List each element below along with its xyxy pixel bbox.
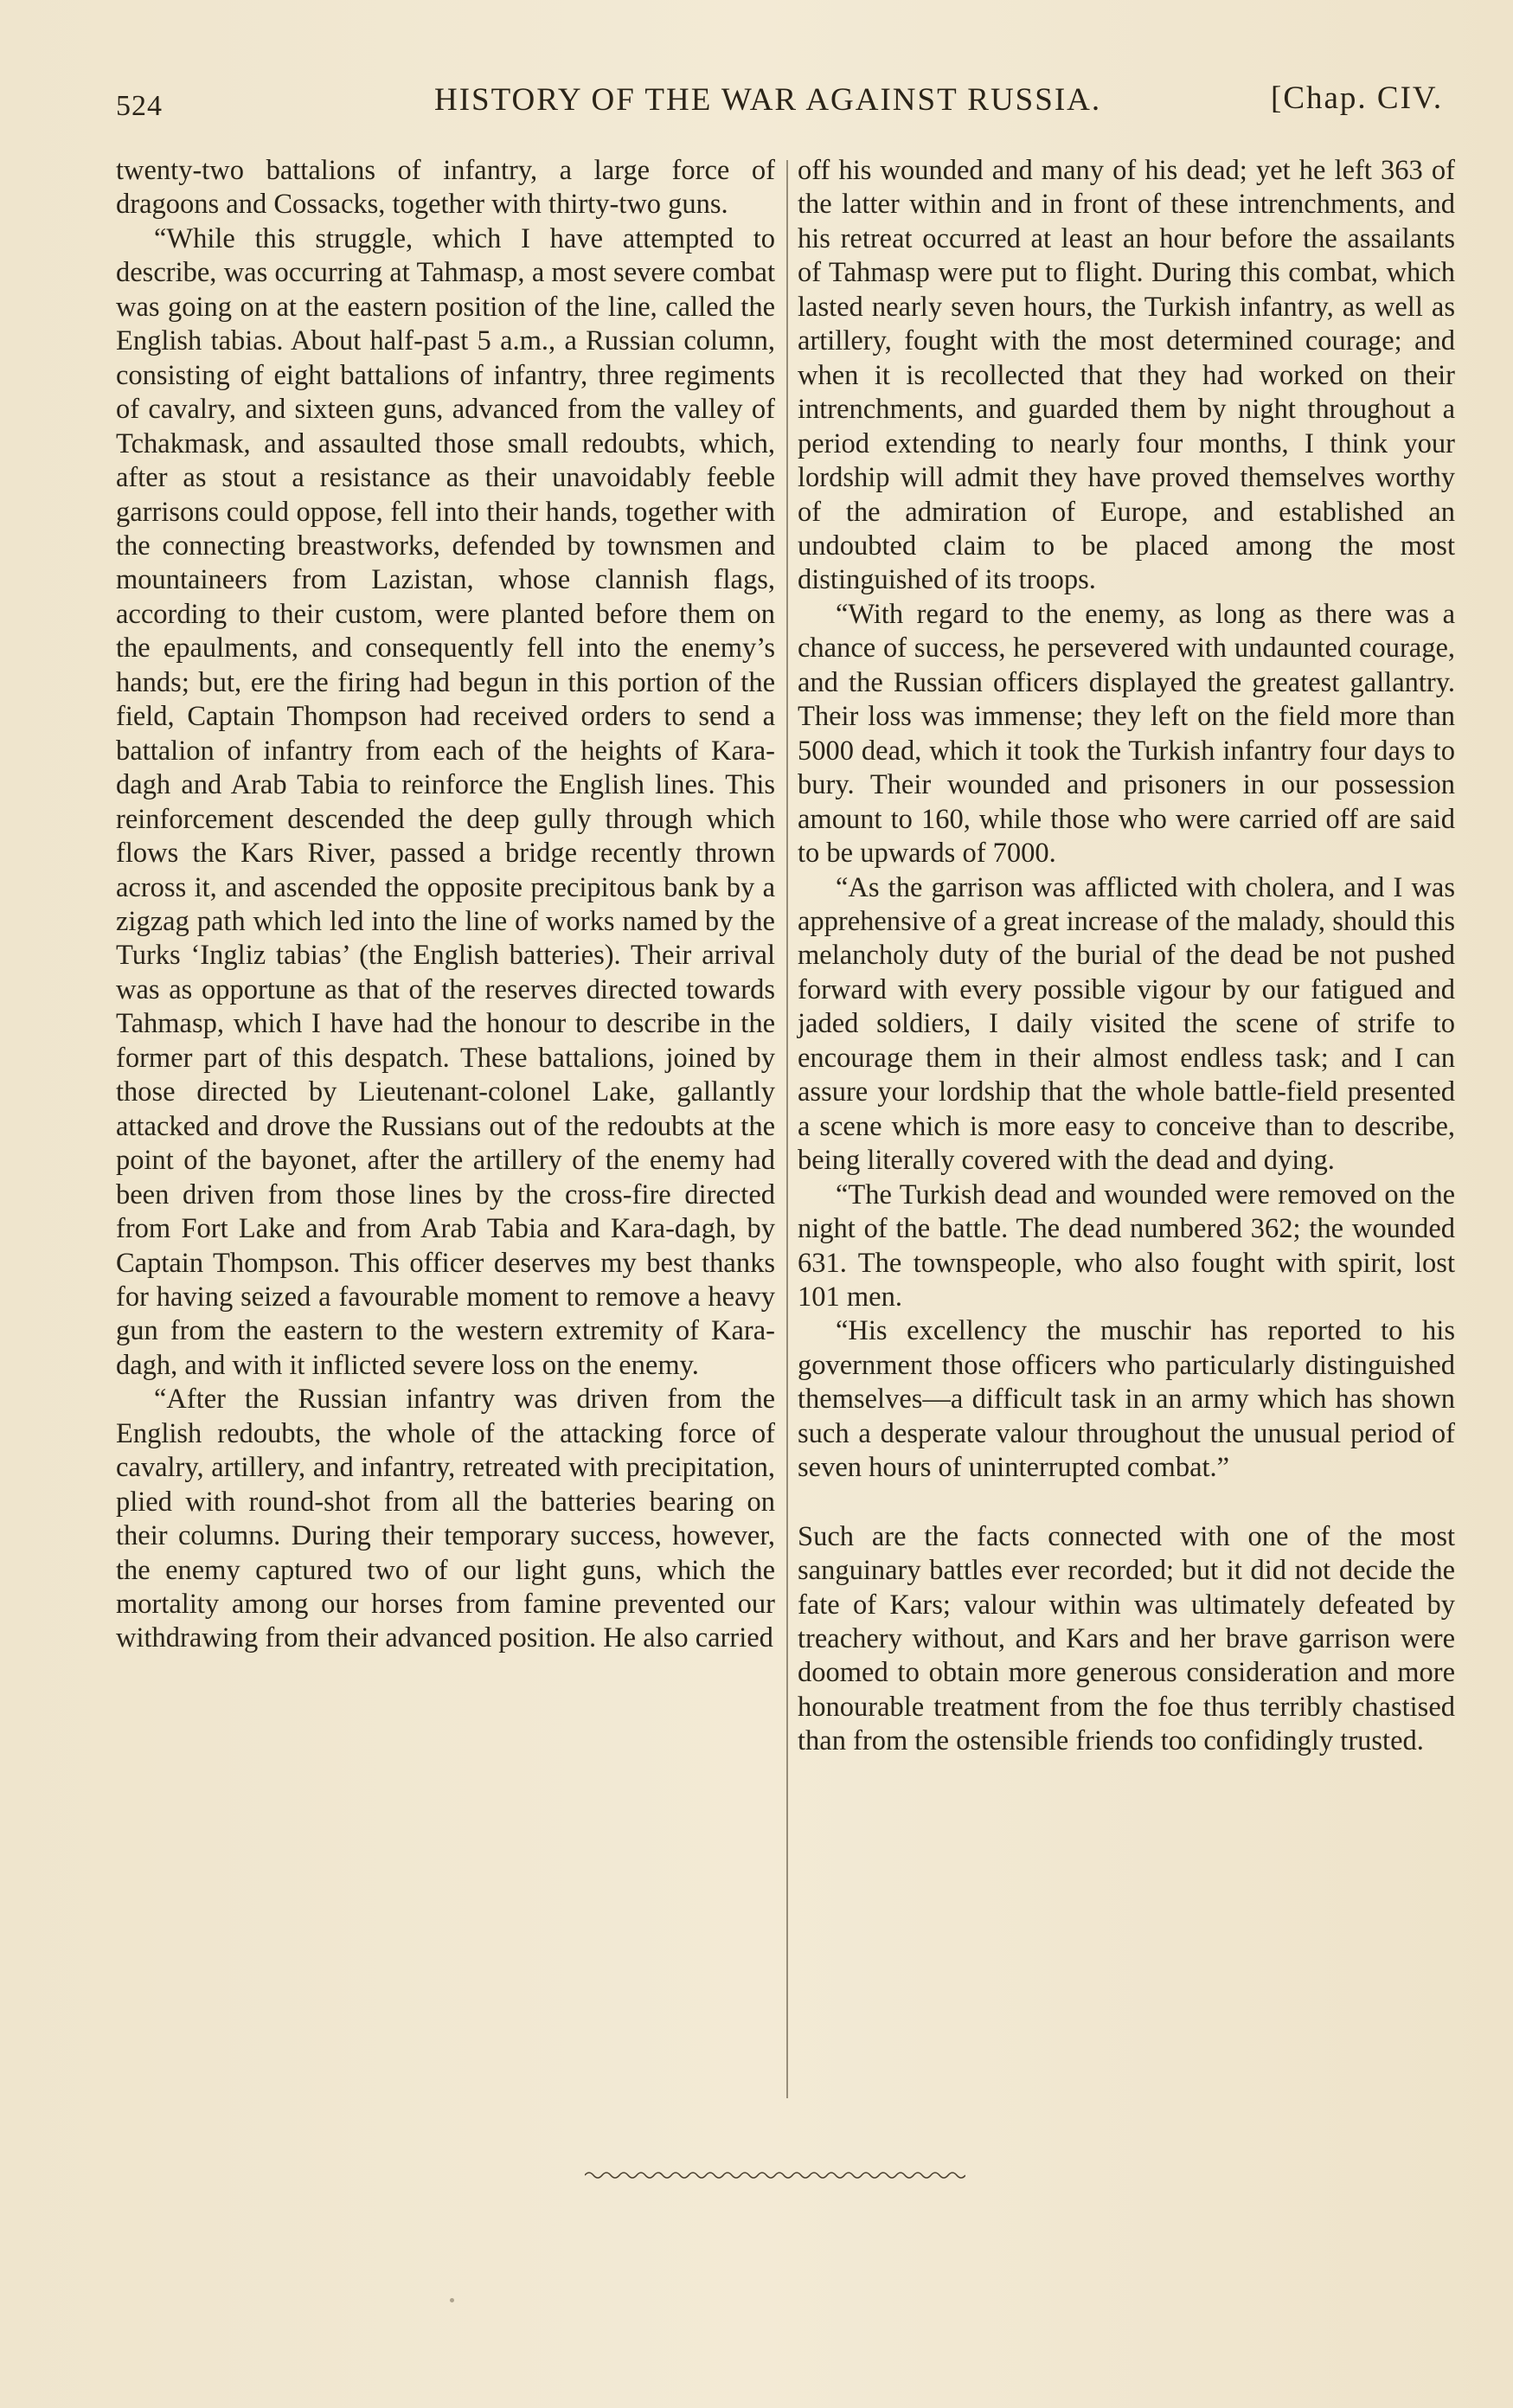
paragraph: “His excellency the muschir has reported to his government those officers who particularly distinguished themselves—a difficult task in an army which has shown such a desperate valour throughout the unusual period of seven hours of uninterrupted combat.” (798, 1315, 1455, 1484)
paragraph: Such are the facts connected with one of the most sanguinary battles ever recorded; but it did not decide the fate of Kars; valour within was ultimately defeated by treachery without, and Kars and her brave garrison were doomed to obtain more generous consideration and more honourable treatment from the foe thus terribly chastised than from the ostensible friends too confidingly trusted. (798, 1520, 1455, 1757)
paragraph: “The Turkish dead and wounded were removed on the night of the battle. The dead numbered 362; the wounded 631. The townspeople, who also fought with spirit, lost 101 men. (798, 1178, 1455, 1313)
paragraph: “After the Russian infantry was driven from the English redoubts, the whole of the attacking force of cavalry, artillery, and infantry, retreated with precipitation, plied with round-shot from all the batteries bearing on their columns. During their temporary success, however, the enemy captured two of our light guns, which the mortality among our horses from famine prevented our withdrawing from their advanced position. He also carried (116, 1384, 775, 1654)
paragraph: twenty-two battalions of infantry, a large force of dragoons and Cossacks, together with thirty-two guns. (116, 155, 775, 221)
page-number: 524 (116, 90, 163, 122)
print-speck (450, 2298, 454, 2302)
chapter-label: [Chap. CIV. (1271, 80, 1444, 116)
paragraph: “While this struggle, which I have attempted to describe, was occurring at Tahmasp, a most severe combat was going on at the eastern position of the line, called the English tabias. About half-past 5 a.m., a Russian column, consisting of eight battalions of infantry, three regiments of cavalry, and sixteen guns, advanced from the valley of Tchakmask, and assaulted those small redoubts, which, after as stout a resistance as their unavoidably feeble garrisons could oppose, fell into their hands, together with the connecting breastworks, defended by townsmen and mountaineers from Lazistan, whose clannish flags, according to their custom, were planted before them on the epaulments, and consequently fell into the enemy’s hands; but, ere the firing had begun in this portion of the field, Captain Thompson had received orders to send a battalion of infantry from each of the heights of Kara-dagh and Arab Tabia to reinforce the English lines. This reinforcement descended the deep gully through which flows the Kars River, passed a bridge recently thrown across it, and ascended the opposite precipitous bank by a zigzag path which led into the line of works named by the Turks ‘Ingliz tabias’ (the English batteries). Their arrival was as opportune as that of the reserves directed towards Tahmasp, which I have had the honour to describe in the former part of this despatch. These battalions, joined by those directed by Lieutenant-colonel Lake, gallantly attacked and drove the Russians out of the redoubts at the point of the bayonet, after the artillery of the enemy had been driven from those lines by the cross-fire directed from Fort Lake and from Arab Tabia and Kara-dagh, by Captain Thompson. This officer deserves my best thanks for having seized a favourable moment to remove a heavy gun from the eastern to the western extremity of Kara-dagh, and with it inflicted severe loss on the enemy. (116, 222, 775, 1381)
left-column (116, 154, 775, 1656)
paragraph: off his wounded and many of his dead; yet he left 363 of the latter within and in front of these intrenchments, and his retreat occurred at least an hour before the assailants of Tahmasp were put to flight. During this combat, which lasted nearly seven hours, the Turkish infantry, as well as artillery, fought with the most determined courage; and when it is recollected that they had worked on their intrenchments, and guarded them by night throughout a period extending to nearly four months, I think your lordship will admit they have proved themselves worthy of the admiration of Europe, and established an undoubted claim to be placed among the most distinguished of its troops. (798, 155, 1455, 596)
decorative-wave-rule (585, 2170, 965, 2180)
right-column (798, 154, 1455, 1759)
paragraph: “As the garrison was afflicted with cholera, and I was apprehensive of a great increase of the malady, should this melancholy duty of the burial of the dead be not pushed forward with every possible vigour by our fatigued and jaded soldiers, I daily visited the scene of strife to encourage them in their almost endless task; and I can assure your lordship that the whole battle-field presented a scene which is more easy to conceive than to describe, being literally covered with the dead and dying. (798, 871, 1455, 1177)
running-title: HISTORY OF THE WAR AGAINST RUSSIA. (434, 82, 1102, 118)
paragraph: “With regard to the enemy, as long as there was a chance of success, he persevered with undaunted courage, and the Russian officers displayed the greatest gallantry. Their loss was immense; they left on the field more than 5000 dead, which it took the Turkish infantry four days to bury. Their wounded and prisoners in our possession amount to 160, while those who were carried off are said to be upwards of 7000. (798, 598, 1455, 870)
column-divider (786, 160, 788, 2098)
page-header (116, 80, 1465, 132)
